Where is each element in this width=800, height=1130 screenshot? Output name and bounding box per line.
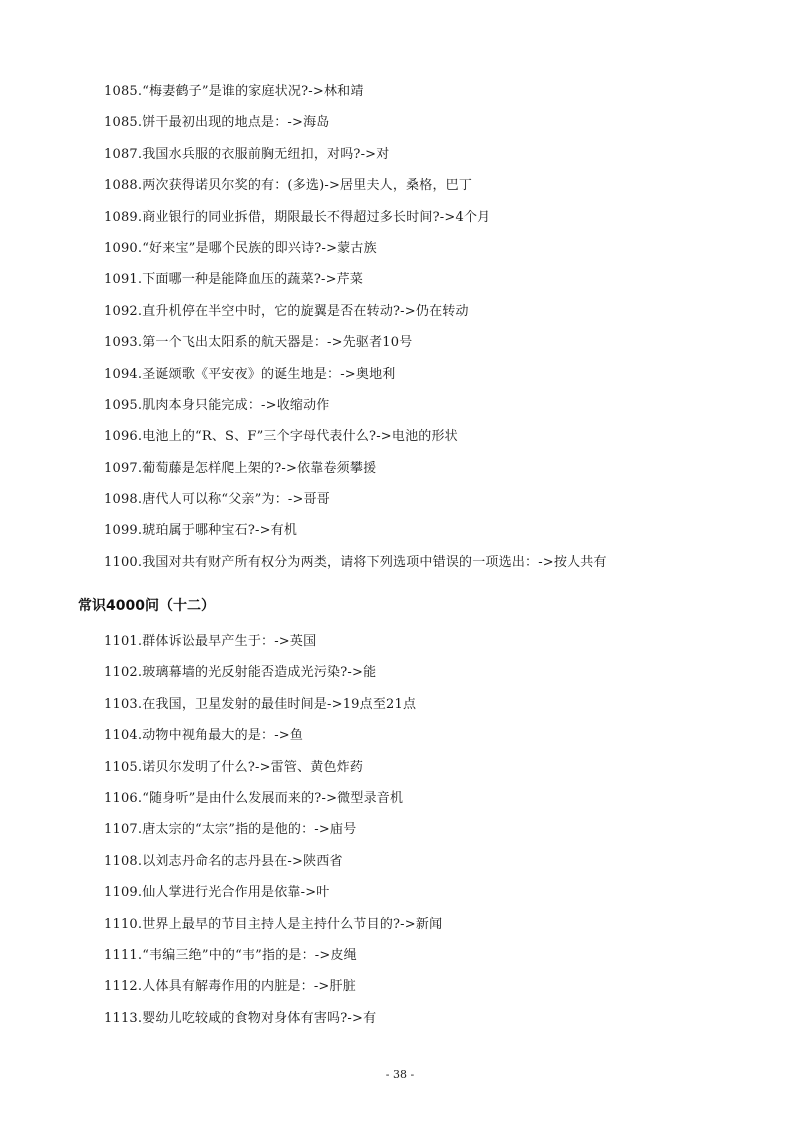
- qa-item-1106: 1106.“随身听”是由什么发展而来的?->微型录音机: [104, 790, 404, 806]
- qa-list-upper: [104, 76, 607, 578]
- qa-item-1099: 1099.琥珀属于哪种宝石?->有机: [104, 523, 298, 539]
- qa-item-1111: 1111.“韦编三绝”中的“韦”指的是：->皮绳: [104, 947, 357, 963]
- qa-item-1087: 1087.我国水兵服的衣服前胸无纽扣，对吗?->对: [104, 146, 390, 162]
- qa-item-1095: 1095.肌肉本身只能完成：->收缩动作: [104, 397, 330, 413]
- qa-item-1112: 1112.人体具有解毒作用的内脏是：->肝脏: [104, 979, 356, 995]
- qa-item-1105: 1105.诺贝尔发明了什么?->雷管、黄色炸药: [104, 759, 364, 775]
- qa-item-1092: 1092.直升机停在半空中时，它的旋翼是否在转动?->仍在转动: [104, 303, 469, 319]
- qa-item-1108: 1108.以刘志丹命名的志丹县在->陕西省: [104, 853, 343, 869]
- qa-item-1089: 1089.商业银行的同业拆借，期限最长不得超过多长时间?->4个月: [104, 209, 491, 225]
- qa-item-1113: 1113.婴幼儿吃较咸的食物对身体有害吗?->有: [104, 1010, 377, 1026]
- section-heading: 常识4000问（十二）: [78, 598, 215, 614]
- qa-item-1104: 1104.动物中视角最大的是：->鱼: [104, 728, 304, 744]
- qa-item-1100: 1100.我国对共有财产所有权分为两类，请将下列选项中错误的一项选出：->按人共有: [104, 554, 607, 570]
- qa-item-1091: 1091.下面哪一种是能降血压的蔬菜?->芹菜: [104, 272, 364, 288]
- qa-item-1110: 1110.世界上最早的节目主持人是主持什么节目的?->新闻: [104, 916, 443, 932]
- qa-item-1097: 1097.葡萄藤是怎样爬上架的?->依靠卷须攀援: [104, 460, 377, 476]
- qa-item-1102: 1102.玻璃幕墙的光反射能否造成光污染?->能: [104, 665, 377, 681]
- qa-item-1107: 1107.唐太宗的“太宗”指的是他的：->庙号: [104, 822, 357, 838]
- qa-item-1096: 1096.电池上的“R、S、F”三个字母代表什么?->电池的形状: [104, 429, 458, 445]
- qa-item-1101: 1101.群体诉讼最早产生于：->英国: [104, 634, 317, 649]
- qa-item-1090: 1090.“好来宝”是哪个民族的即兴诗?->蒙古族: [104, 240, 377, 256]
- qa-item-1098: 1098.唐代人可以称“父亲”为：->哥哥: [104, 492, 330, 508]
- qa-item-1103: 1103.在我国，卫星发射的最佳时间是->19点至21点: [104, 696, 417, 712]
- qa-item-1094: 1094.圣诞颂歌《平安夜》的诞生地是：->奥地利: [104, 366, 396, 382]
- qa-item-1088: 1088.两次获得诺贝尔奖的有：(多选)->居里夫人，桑格，巴丁: [104, 178, 473, 194]
- qa-item-1086: 1085.饼干最初出现的地点是：->海岛: [104, 115, 330, 131]
- qa-item-1085: 1085.“梅妻鹤子”是谁的家庭状况?->林和靖: [104, 84, 364, 99]
- qa-list-lower: [104, 626, 442, 1034]
- qa-item-1093: 1093.第一个飞出太阳系的航天器是：->先驱者10号: [104, 335, 413, 351]
- page-number: - 38 -: [385, 1068, 415, 1081]
- qa-item-1109: 1109.仙人掌进行光合作用是依靠->叶: [104, 885, 330, 901]
